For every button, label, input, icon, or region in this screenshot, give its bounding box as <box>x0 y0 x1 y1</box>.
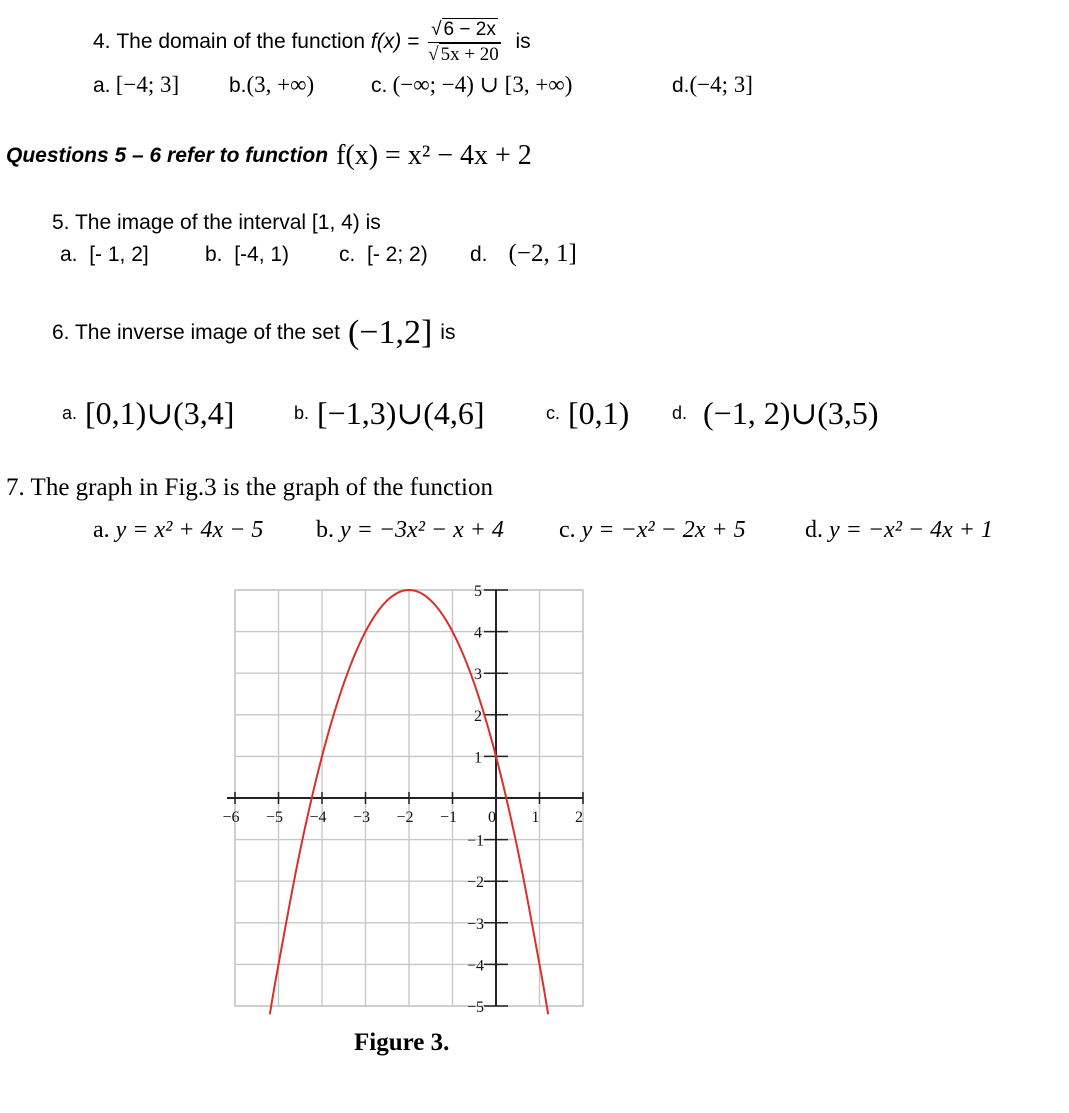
q6-option-c-value: [0,1) <box>568 394 630 431</box>
q7-option-b: b. y = −3x² − x + 4 <box>316 517 504 543</box>
section-function: f(x) = x² − 4x + 2 <box>336 140 532 171</box>
y-tick-label: −3 <box>466 915 484 933</box>
x-tick-label: −1 <box>439 809 458 826</box>
q7-option-c-value: y = −x² − 2x + 5 <box>581 517 746 543</box>
q7-option-c: c. y = −x² − 2x + 5 <box>559 517 746 543</box>
x-tick-label: −2 <box>396 809 414 826</box>
q7-option-a: a. y = x² + 4x − 5 <box>93 517 264 543</box>
q7-option-d: d. y = −x² − 4x + 1 <box>805 517 993 543</box>
q7-option-a-value: y = x² + 4x − 5 <box>115 517 264 543</box>
x-tick-label: −5 <box>265 809 284 826</box>
q6-option-d: d. (−1, 2)∪(3,5) <box>672 395 879 431</box>
y-tick-label: −2 <box>466 874 484 892</box>
q6-set: (−1,2] <box>347 314 433 351</box>
q5-option-a-value: [- 1, 2] <box>89 243 149 266</box>
q6-option-b-value: [−1,3)∪(4,6] <box>317 395 485 431</box>
q4-fraction: $\frac{√ 6 - 2x}{√ 5x + 20}$ <box>425 19 504 66</box>
q5-option-c: c. [- 2; 2) <box>339 243 428 266</box>
x-tick-label: −6 <box>222 809 240 826</box>
q4-number: 4. <box>93 30 111 53</box>
q5-text: 5. The image of the interval [1, 4) is <box>52 211 381 234</box>
y-tick-label: −5 <box>466 999 484 1016</box>
q6-line <box>52 310 455 356</box>
q4-option-d-value: (−4; 3] <box>689 72 753 97</box>
q4-option-a: a. [−4; 3] <box>93 72 180 97</box>
q7-text: 7. The graph in Fig.3 is the graph of the function <box>6 474 493 501</box>
q4-option-b: b.(3, +∞) <box>229 72 315 97</box>
q6-option-b: b. [−1,3)∪(4,6] <box>294 395 485 431</box>
q6-suffix: is <box>440 321 456 344</box>
y-tick-label: 3 <box>474 666 482 684</box>
figure-3-graph <box>215 582 595 1022</box>
x-tick-label: 2 <box>575 809 583 826</box>
q4-option-c-value: (−∞; −4) ∪ [3, +∞) <box>392 72 573 97</box>
section-text: Questions 5 – 6 refer to function <box>6 144 329 167</box>
y-tick-label: 4 <box>474 624 482 642</box>
y-tick-label: 2 <box>474 707 482 725</box>
q4-suffix: is <box>515 30 531 53</box>
q5-option-d-value: (−2, 1] <box>508 240 577 267</box>
q4-text: The domain of the function <box>116 30 366 53</box>
q4-option-c: c. (−∞; −4) ∪ [3, +∞) <box>371 72 573 97</box>
q4-option-a-value: [−4; 3] <box>115 72 180 97</box>
x-tick-label: −4 <box>309 809 327 826</box>
q4-denominator: 5x + 20 <box>440 43 499 65</box>
x-tick-label: 0 <box>488 809 496 826</box>
q4-option-b-value: (3, +∞) <box>246 72 315 97</box>
y-tick-label: −1 <box>466 832 484 850</box>
q7-option-d-value: y = −x² − 4x + 1 <box>829 517 993 543</box>
q6-option-c: c. [0,1) <box>546 394 630 431</box>
q4-line <box>93 12 531 72</box>
q4-fx: f(x) = <box>370 30 420 53</box>
y-tick-label: 1 <box>474 749 482 767</box>
q5-option-d: d. (−2, 1] <box>470 240 577 267</box>
q6-option-a: a. [0,1)∪(3,4] <box>62 395 235 431</box>
q4-option-d: d.(−4; 3] <box>672 72 753 97</box>
y-tick-label: −4 <box>466 957 484 975</box>
q5-option-c-value: [- 2; 2) <box>367 243 428 266</box>
x-tick-label: −3 <box>352 809 371 826</box>
x-tick-label: 1 <box>531 809 540 826</box>
q5-option-b-value: [-4, 1) <box>234 243 290 266</box>
section-heading <box>6 140 532 172</box>
y-tick-label: 5 <box>474 583 482 600</box>
q6-option-d-value: (−1, 2)∪(3,5) <box>703 395 879 431</box>
q5-option-a: a. [- 1, 2] <box>60 243 149 266</box>
q6-text: 6. The inverse image of the set <box>52 321 340 344</box>
q6-option-a-value: [0,1)∪(3,4] <box>85 395 235 431</box>
q5-option-b: b. [-4, 1) <box>205 243 290 266</box>
q7-option-b-value: y = −3x² − x + 4 <box>340 517 504 543</box>
figure-caption: Figure 3. <box>354 1029 450 1056</box>
q4-numerator: 6 − 2x <box>443 18 496 40</box>
